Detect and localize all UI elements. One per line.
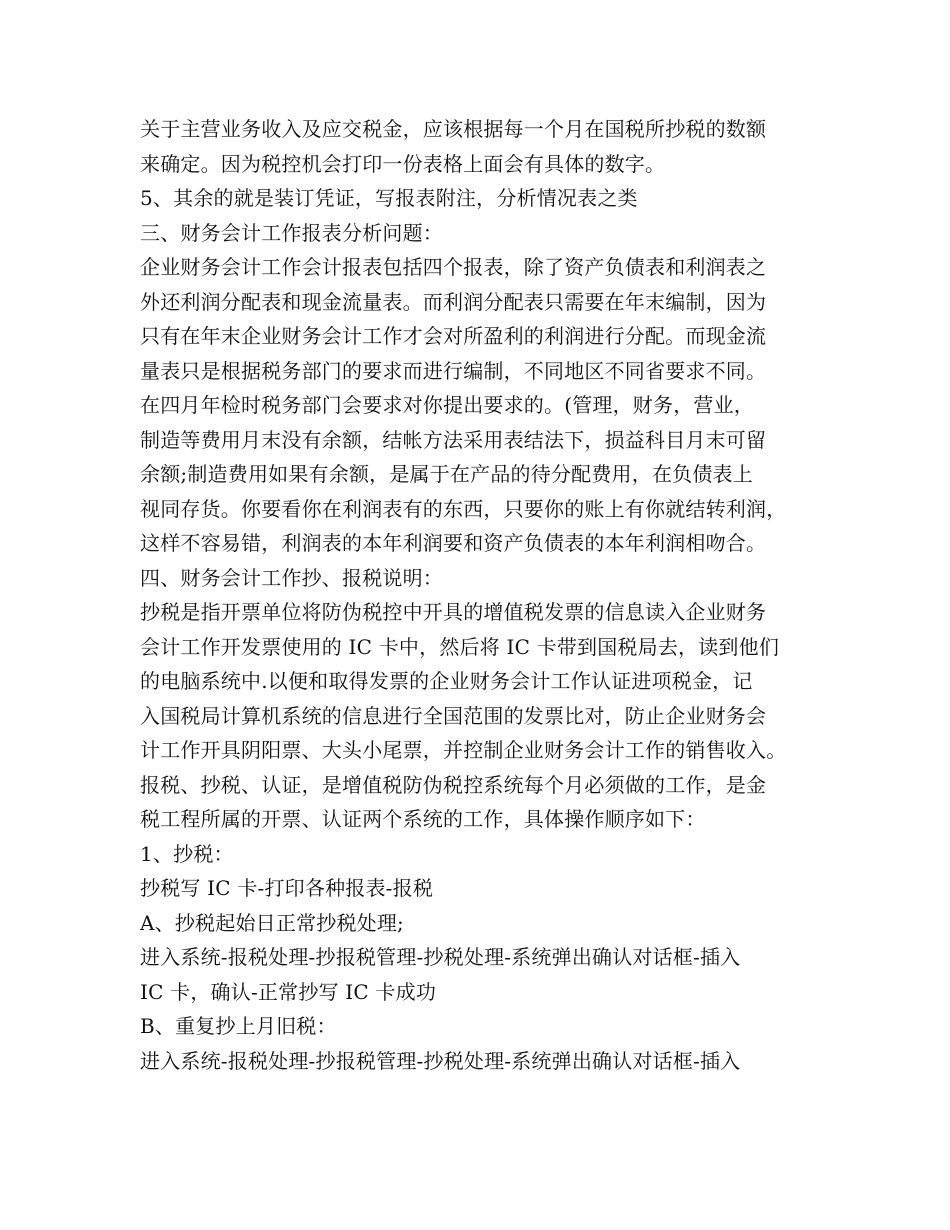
text-line: 进入系统-报税处理-抄报税管理-抄税处理-系统弹出确认对话框-插入: [140, 945, 741, 969]
sub-heading-b: B、重复抄上月旧税：: [140, 1014, 337, 1038]
text-line: 视同存货。你要看你在利润表有的东西，只要你的账上有你就结转利润，: [140, 496, 787, 521]
text-line: 关于主营业务收入及应交税金，应该根据每一个月在国税所抄税的数额: [140, 117, 767, 141]
text-line: 会计工作开发票使用的 IC 卡中，然后将 IC 卡带到国税局去，读到他们: [140, 634, 780, 659]
text-line: 报税、抄税、认证，是增值税防伪税控系统每个月必须做的工作，是金: [140, 772, 767, 797]
text-line: 企业财务会计工作会计报表包括四个报表，除了资产负债表和利润表之: [140, 255, 767, 279]
text-line: 进入系统-报税处理-抄报税管理-抄税处理-系统弹出确认对话框-插入: [140, 1048, 741, 1073]
text-line: 的电脑系统中.以便和取得发票的企业财务会计工作认证进项税金，记: [140, 669, 753, 693]
text-line: 计工作开具阴阳票、大头小尾票，并控制企业财务会计工作的销售收入。: [140, 738, 787, 762]
text-line: 量表只是根据税务部门的要求而进行编制，不同地区不同省要求不同。: [140, 358, 767, 383]
section-heading-4: 四、财务会计工作抄、报税说明：: [140, 565, 443, 590]
text-line: 这样不容易错，利润表的本年利润要和资产负债表的本年利润相吻合。: [140, 531, 767, 555]
text-line: 来确定。因为税控机会打印一份表格上面会有具体的数字。: [140, 151, 666, 176]
sub-heading-a: A、抄税起始日正常抄税处理;: [140, 910, 404, 935]
text-line: 在四月年检时税务部门会要求对你提出要求的。(管理，财务，营业，: [140, 393, 755, 417]
text-line: 入国税局计算机系统的信息进行全国范围的发票比对，防止企业财务会: [140, 703, 767, 728]
text-line: IC 卡，确认-正常抄写 IC 卡成功: [140, 979, 437, 1004]
text-line: 外还利润分配表和现金流量表。而利润分配表只需要在年末编制，因为: [140, 289, 767, 314]
text-line: 制造等费用月末没有余额，结帐方法采用表结法下，损益科目月末可留: [140, 427, 767, 452]
document-body: [140, 112, 820, 1078]
list-item-5: 5、其余的就是装订凭证，写报表附注，分析情况表之类: [140, 186, 638, 210]
text-line: 抄税是指开票单位将防伪税控中开具的增值税发票的信息读入企业财务: [140, 600, 767, 624]
text-line: 余额;制造费用如果有余额，是属于在产品的待分配费用，在负债表上: [140, 462, 753, 486]
section-heading-3: 三、财务会计工作报表分析问题：: [140, 220, 443, 245]
text-line: 抄税写 IC 卡-打印各种报表-报税: [140, 876, 434, 900]
text-line: 税工程所属的开票、认证两个系统的工作，具体操作顺序如下：: [140, 807, 706, 831]
sub-heading-1: 1、抄税：: [140, 841, 234, 866]
text-line: 只有在年末企业财务会计工作才会对所盈利的利润进行分配。而现金流: [140, 324, 767, 348]
